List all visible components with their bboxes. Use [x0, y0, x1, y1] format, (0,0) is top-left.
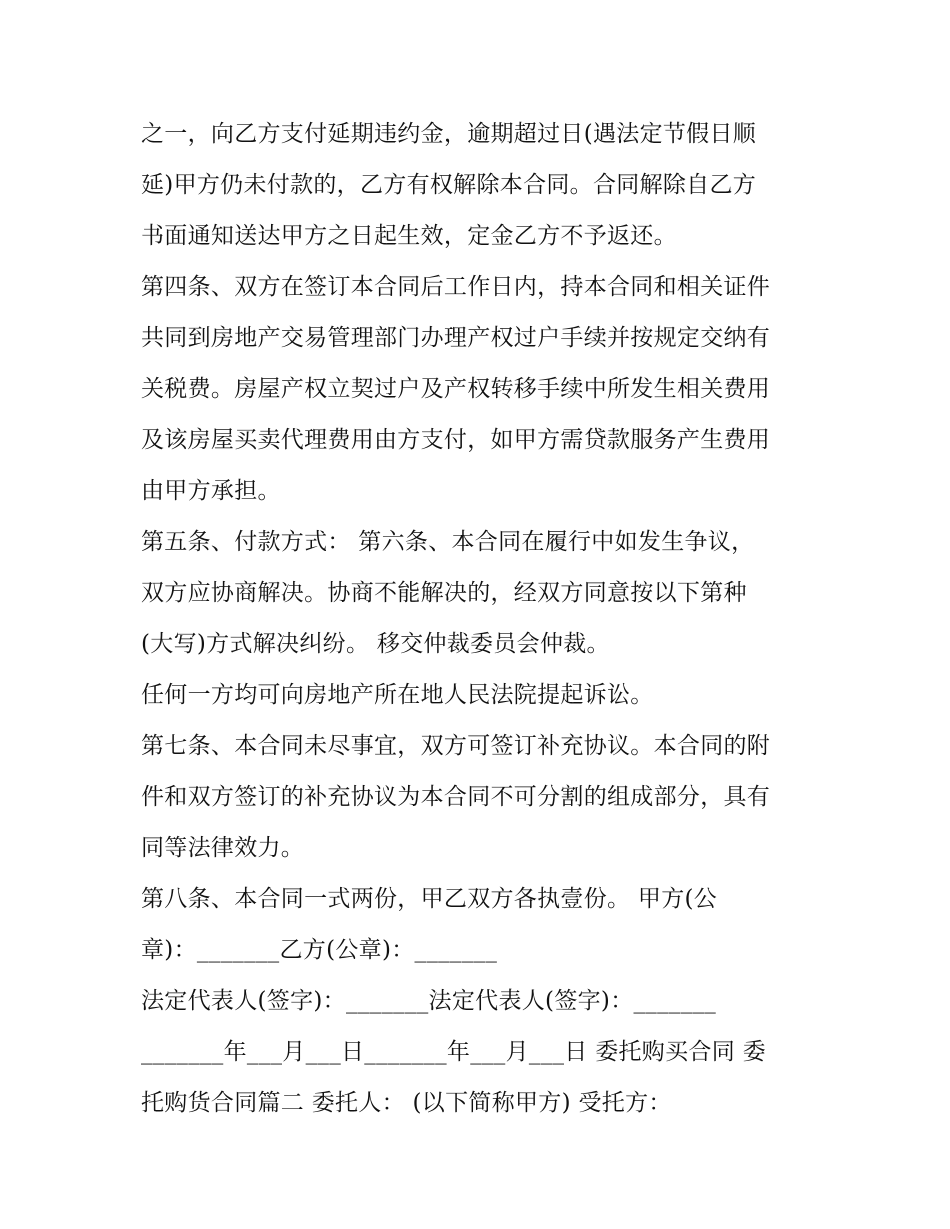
- text-line: 同等法律效力。: [141, 835, 305, 861]
- text-line: 书面通知送达甲方之日起生效，定金乙方不予返还。: [141, 223, 677, 249]
- text-line: 关税费。房屋产权立契过户及产权转移手续中所发生相关费用: [141, 376, 771, 402]
- text-line: (大写)方式解决纠纷。 移交仲裁委员会仲裁。: [141, 631, 610, 657]
- text-line: 及该房屋买卖代理费用由方支付，如甲方需贷款服务产生费用: [141, 427, 771, 453]
- text-line: 共同到房地产交易管理部门办理产权过户手续并按规定交纳有: [141, 325, 771, 351]
- text-line: 托购货合同篇二 委托人： (以下简称甲方) 受托方：: [141, 1090, 672, 1116]
- text-line: 第四条、双方在签订本合同后工作日内，持本合同和相关证件: [141, 274, 771, 300]
- text-line: 延)甲方仍未付款的，乙方有权解除本合同。合同解除自乙方: [141, 172, 757, 198]
- text-line: _______年___月___日_______年___月___日 委托购买合同 委: [141, 1039, 766, 1065]
- text-line: 第八条、本合同一式两份，甲乙双方各执壹份。 甲方(公: [141, 886, 718, 912]
- text-line: 件和双方签订的补充协议为本合同不可分割的组成部分，具有: [141, 784, 771, 810]
- text-line: 之一，向乙方支付延期违约金，逾期超过日(遇法定节假日顺: [141, 121, 757, 147]
- text-line: 章)：_______乙方(公章)：_______: [141, 937, 498, 963]
- contract-text: [141, 109, 821, 1129]
- text-line: 第七条、本合同未尽事宜，双方可签订补充协议。本合同的附: [141, 733, 771, 759]
- text-line: 任何一方均可向房地产所在地人民法院提起诉讼。: [141, 682, 654, 708]
- text-line: 法定代表人(签字)：_______法定代表人(签字)：_______: [141, 988, 717, 1014]
- text-line: 第五条、付款方式： 第六条、本合同在履行中如发生争议，: [141, 529, 755, 555]
- text-line: 双方应协商解决。协商不能解决的，经双方同意按以下第种: [141, 580, 747, 606]
- text-line: 由甲方承担。: [141, 478, 281, 504]
